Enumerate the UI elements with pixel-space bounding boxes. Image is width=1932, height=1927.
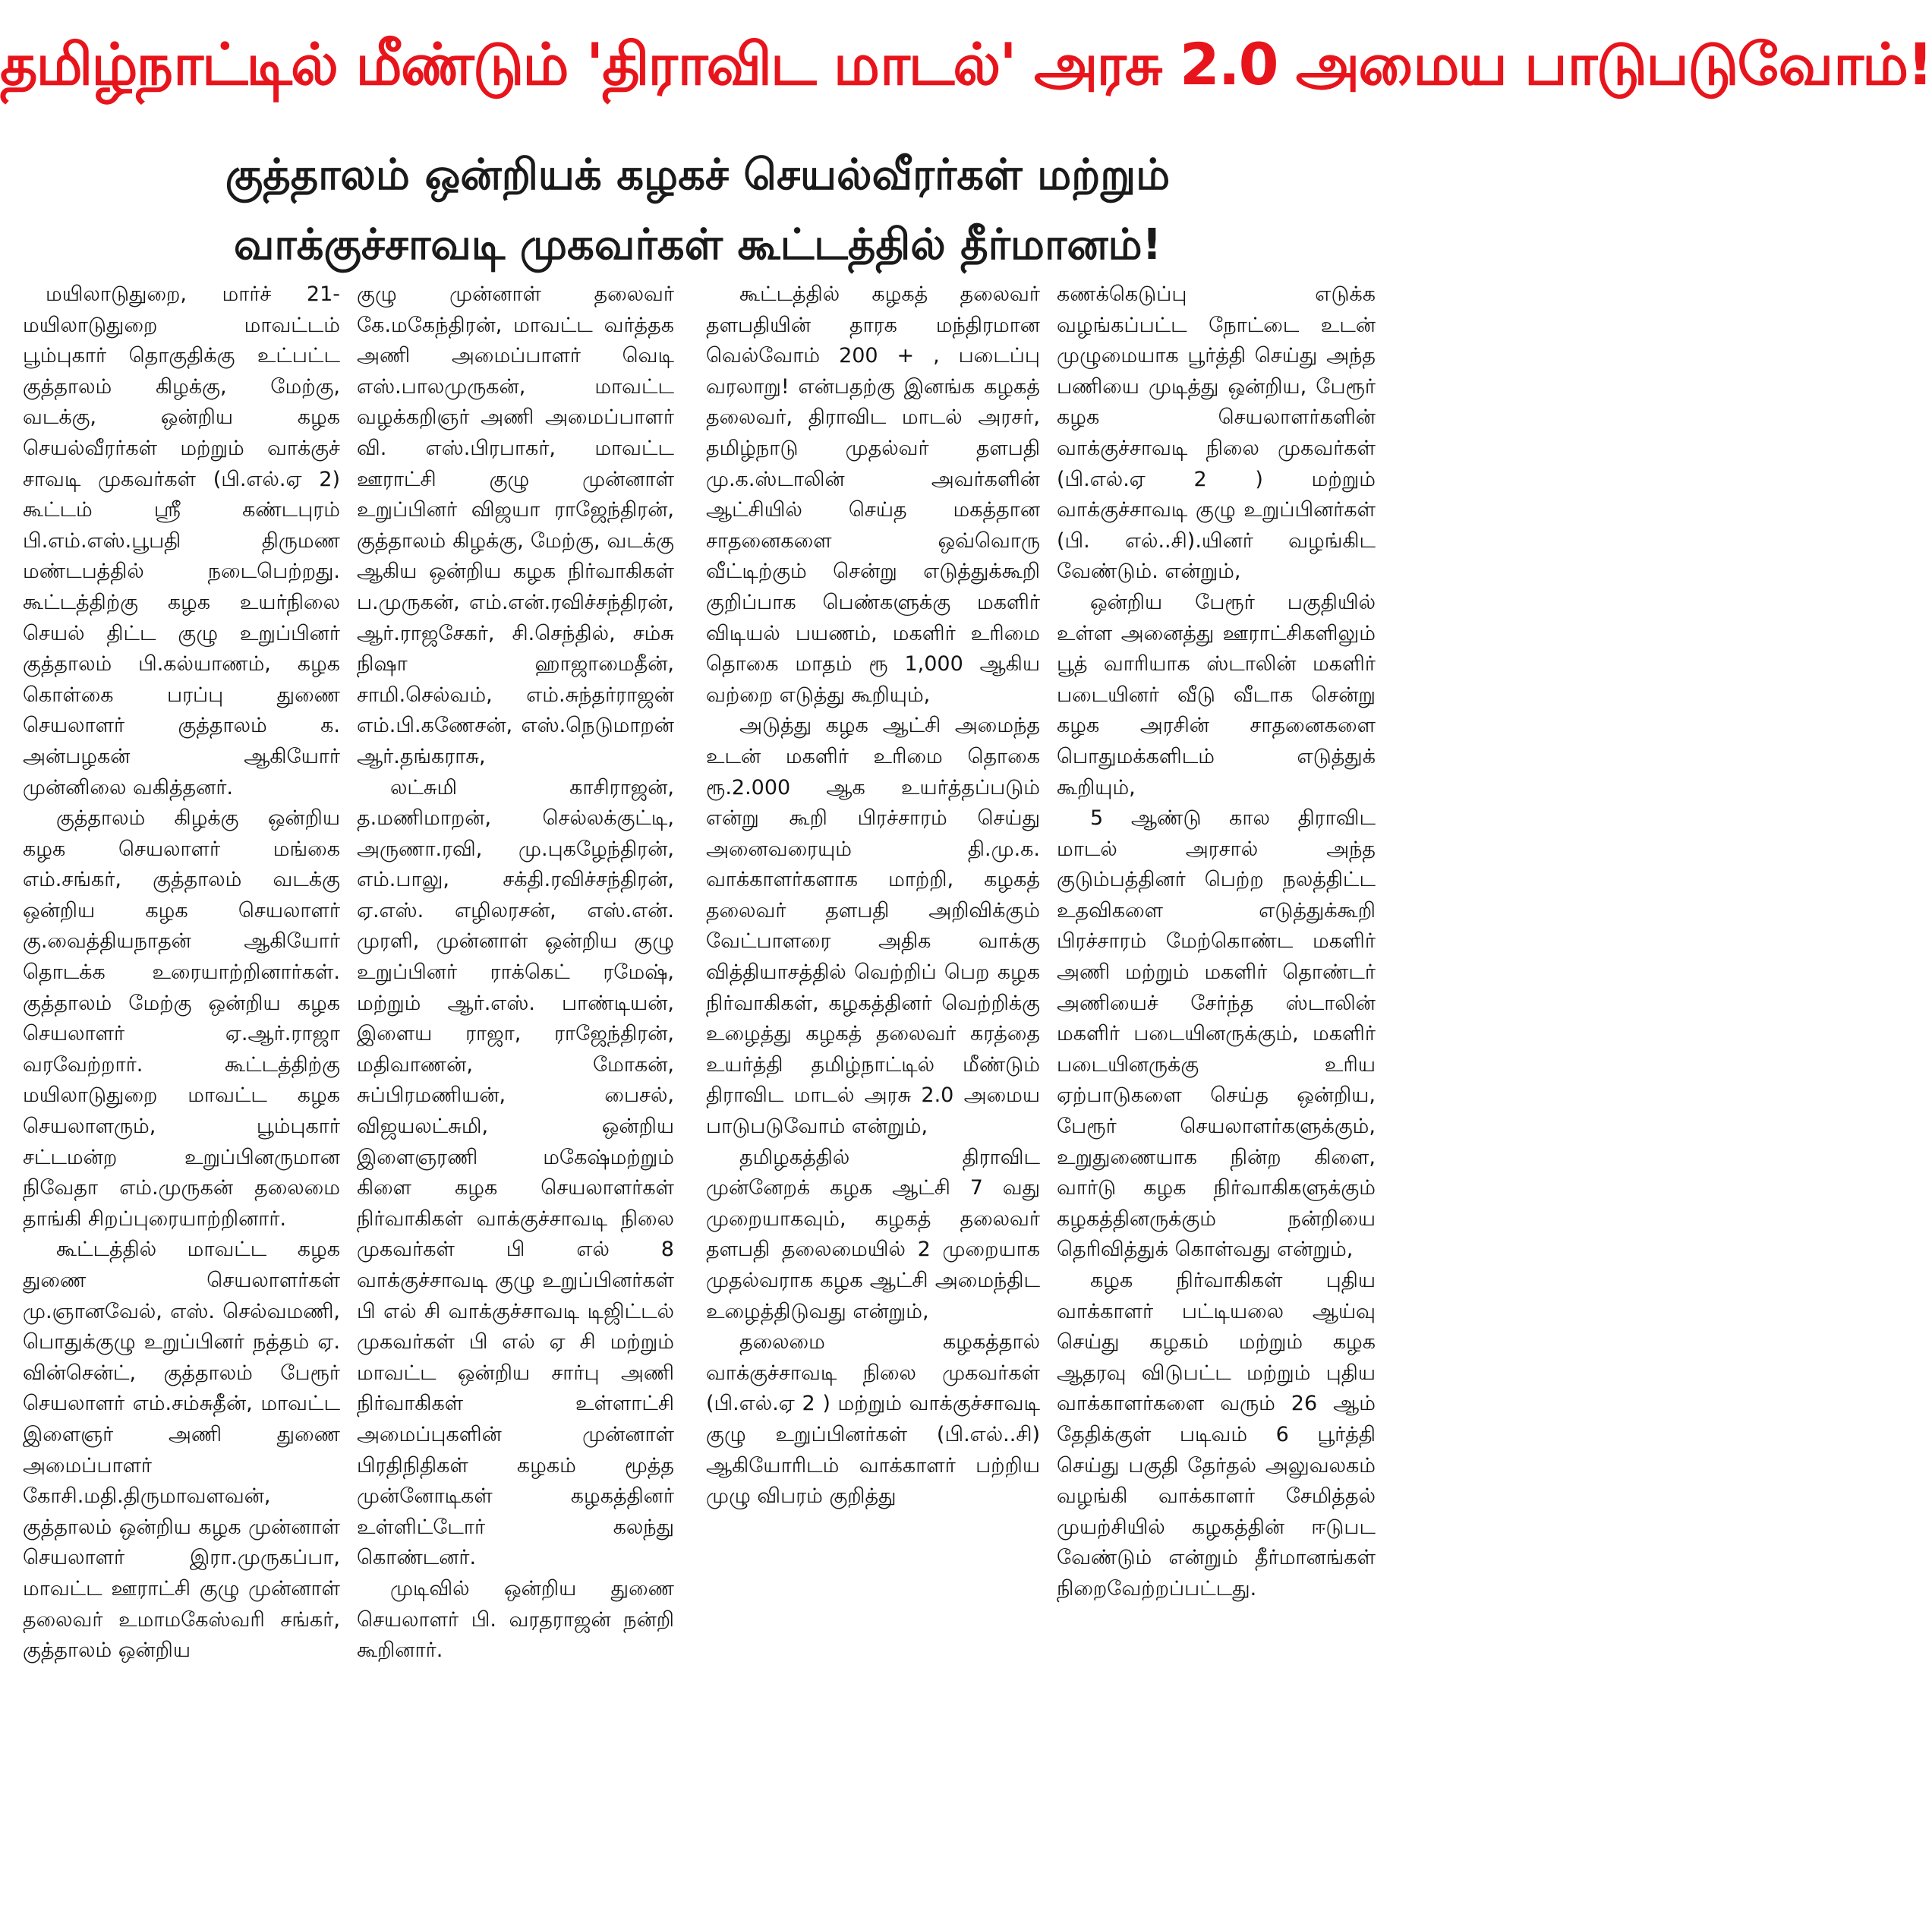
paragraph: குழு முன்னாள் தலைவர் கே.மகேந்திரன், மாவட்ட வர்த்தக அணி அமைப்பாளர் வெடி எஸ்.பாலமுருகன், மாவட்ட வழக்கறிஞர் அணி அமைப்பாளர் வி. எஸ்.பிரபாகர், மாவட்ட ஊராட்சி குழு முன்னாள் உறுப்பினர் விஜயா ராஜேந்திரன், குத்தாலம் கிழக்கு, மேற்கு, வடக்கு ஆகிய ஒன்றிய கழக நிர்வாகிகள் ப.முருகன், எம்.என்.ரவிச்சந்திரன், ஆர்.ராஜசேகர், சி.செந்தில், சம்சு நிஷா ஹாஜாமைதீன், சாமி.செல்வம், எம்.சுந்தர்ராஜன் எம்.பி.கணேசன், எஸ்.நெடுமாறன் ஆர்.தங்கராசு, [357,282,674,768]
paragraph: முடிவில் ஒன்றிய துணை செயலாளர் பி. வரதராஜன் நன்றி கூறினார். [357,1576,674,1663]
paragraph: மயிலாடுதுறை, மார்ச் 21- மயிலாடுதுறை மாவட்டம் பூம்புகார் தொகுதிக்கு உட்பட்ட குத்தாலம் கிழக்கு, மேற்கு, வடக்கு, ஒன்றிய கழக செயல்வீரர்கள் மற்றும் வாக்குச் சாவடி முகவர்கள் (பி.எல்.ஏ 2) கூட்டம் ஸ்ரீ கண்டபுரம் பி.எம்.எஸ்.பூபதி திருமண மண்டபத்தில் நடைபெற்றது. கூட்டத்திற்கு கழக உயர்நிலை செயல் திட்ட குழு உறுப்பினர் குத்தாலம் பி.கல்யாணம், கழக கொள்கை பரப்பு துணை செயலாளர் குத்தாலம் க. அன்பழகன் ஆகியோர் முன்னிலை வகித்தனர். [23,282,340,800]
subheadline [30,140,1365,280]
paragraph: கழக நிர்வாகிகள் புதிய வாக்காளர் பட்டியலை ஆய்வு செய்து கழகம் மற்றும் கழக ஆதரவு விடுபட்ட மற்றும் புதிய வாக்காளர்களை வரும் 26 ஆம் தேதிக்குள் படிவம் 6 பூர்த்தி செய்து பகுதி தேர்தல் அலுவலகம் வழங்கி வாக்காளர் சேமித்தல் முயற்சியில் கழகத்தின் ஈடுபட வேண்டும் என்றும் தீர்மானங்கள் நிறைவேற்றப்பட்டது. [1057,1269,1376,1601]
subheadline-line-2: வாக்குச்சாவடி முகவர்கள் கூட்டத்தில் தீர்மானம்! [233,220,1162,270]
article-column-2 [357,279,674,1921]
headline: தமிழ்நாட்டில் மீண்டும் 'திராவிட மாடல்' அரசு 2.0 அமைய பாடுபடுவோம்! [0,30,1932,98]
paragraph: கணக்கெடுப்பு எடுக்க வழங்கப்பட்ட நோட்டை உடன் முழுமையாக பூர்த்தி செய்து அந்த பணியை முடித்து ஒன்றிய, பேரூர் கழக செயலாளர்களின் வாக்குச்சாவடி நிலை முகவர்கள் (பி.எல்.ஏ 2 ) மற்றும் வாக்குச்சாவடி குழு உறுப்பினர்கள் (பி. எல்..சி).யினர் வழங்கிட வேண்டும். என்றும், [1057,282,1376,584]
paragraph: தமிழகத்தில் திராவிட முன்னேறக் கழக ஆட்சி 7 வது முறையாகவும், கழகத் தலைவர் தளபதி தலைமையில் 2 முறையாக முதல்வராக கழக ஆட்சி அமைந்திட உழைத்திடுவது என்றும், [706,1145,1040,1323]
paragraph: தலைமை கழகத்தால் வாக்குச்சாவடி நிலை முகவர்கள் (பி.எல்.ஏ 2 ) மற்றும் வாக்குச்சாவடி குழு உறுப்பினர்கள் (பி.எல்..சி) ஆகியோரிடம் வாக்காளர் பற்றிய முழு விபரம் குறித்து [706,1330,1040,1509]
paragraph: அடுத்து கழக ஆட்சி அமைந்த உடன் மகளிர் உரிமை தொகை ரூ.2.000 ஆக உயர்த்தப்படும் என்று கூறி பிரச்சாரம் செய்து அனைவரையும் தி.மு.க. வாக்காளர்களாக மாற்றி, கழகத் தலைவர் தளபதி அறிவிக்கும் வேட்பாளரை அதிக வாக்கு வித்தியாசத்தில் வெற்றிப் பெற கழக நிர்வாகிகள், கழகத்தினர் வெற்றிக்கு உழைத்து கழகத் தலைவர் கரத்தை உயர்த்தி தமிழ்நாட்டில் மீண்டும் திராவிட மாடல் அரசு 2.0 அமைய பாடுபடுவோம் என்றும், [706,714,1040,1139]
paragraph: லட்சுமி காசிராஜன், த.மணிமாறன், செல்லக்குட்டி, அருணா.ரவி, மு.புகழேந்திரன், எம்.பாலு, சக்தி.ரவிச்சந்திரன், ஏ.எஸ். எழிலரசன், எஸ்.என். முரளி, முன்னாள் ஒன்றிய குழு உறுப்பினர் ராக்கெட் ரமேஷ், மற்றும் ஆர்.எஸ். பாண்டியன், இளைய ராஜா, ராஜேந்திரன், மதிவாணன், மோகன், சுப்பிரமணியன், பைசல், விஜயலட்சுமி, ஒன்றிய இளைஞரணி மகேஷ்மற்றும் கிளை கழக செயலாளர்கள் நிர்வாகிகள் வாக்குச்சாவடி நிலை முகவர்கள் பி எல் 8 வாக்குச்சாவடி குழு உறுப்பினர்கள் பி எல் சி வாக்குச்சாவடி டிஜிட்டல் முகவர்கள் பி எல் ஏ சி மற்றும் மாவட்ட ஒன்றிய சார்பு அணி நிர்வாகிகள் உள்ளாட்சி அமைப்புகளின் முன்னாள் பிரதிநிதிகள் கழகம் மூத்த முன்னோடிகள் கழகத்தினர் உள்ளிட்டோர் கலந்து கொண்டனர். [357,775,674,1570]
paragraph: கூட்டத்தில் கழகத் தலைவர் தளபதியின் தாரக மந்திரமான வெல்வோம் 200 + , படைப்பு வரலாறு! என்பதற்கு இனங்க கழகத் தலைவர், திராவிட மாடல் அரசர், தமிழ்நாடு முதல்வர் தளபதி மு.க.ஸ்டாலின் அவர்களின் ஆட்சியில் செய்த மகத்தான சாதனைகளை ஒவ்வொரு வீட்டிற்கும் சென்று எடுத்துக்கூறி குறிப்பாக பெண்களுக்கு மகளிர் விடியல் பயணம், மகளிர் உரிமை தொகை மாதம் ரூ 1,000 ஆகிய வற்றை எடுத்து கூறியும், [706,282,1040,707]
paragraph: ஒன்றிய பேரூர் பகுதியில் உள்ள அனைத்து ஊராட்சிகளிலும் பூத் வாரியாக ஸ்டாலின் மகளிர் படையினர் வீடு வீடாக சென்று கழக அரசின் சாதனைகளை பொதுமக்களிடம் எடுத்துக் கூறியும், [1057,590,1376,800]
subheadline-line-1: குத்தாலம் ஒன்றியக் கழகச் செயல்வீரர்கள் மற்றும் [225,150,1171,200]
paragraph: 5 ஆண்டு கால திராவிட மாடல் அரசால் அந்த குடும்பத்தினர் பெற்ற நலத்திட்ட உதவிகளை எடுத்துக்கூறி பிரச்சாரம் மேற்கொண்ட மகளிர் அணி மற்றும் மகளிர் தொண்டர் அணியைச் சேர்ந்த ஸ்டாலின் மகளிர் படையினருக்கும், மகளிர் படையினருக்கு உரிய ஏற்பாடுகளை செய்த ஒன்றிய, பேரூர் செயலாளர்களுக்கும், உறுதுணையாக நின்ற கிளை, வார்டு கழக நிர்வாகிகளுக்கும் கழகத்தினருக்கும் நன்றியை தெரிவித்துக் கொள்வது என்றும், [1057,806,1376,1262]
article-column-3 [706,279,1040,1921]
article-column-1 [23,279,340,1921]
paragraph: குத்தாலம் கிழக்கு ஒன்றிய கழக செயலாளர் மங்கை எம்.சங்கர், குத்தாலம் வடக்கு ஒன்றிய கழக செயலாளர் கு.வைத்தியநாதன் ஆகியோர் தொடக்க உரையாற்றினார்கள். குத்தாலம் மேற்கு ஒன்றிய கழக செயலாளர் ஏ.ஆர்.ராஜா வரவேற்றார். கூட்டத்திற்கு மயிலாடுதுறை மாவட்ட கழக செயலாளரும், பூம்புகார் சட்டமன்ற உறுப்பினருமான நிவேதா எம்.முருகன் தலைமை தாங்கி சிறப்புரையாற்றினார். [23,806,340,1231]
article-column-4 [1057,279,1376,1921]
paragraph: கூட்டத்தில் மாவட்ட கழக துணை செயலாளர்கள் மு.ஞானவேல், எஸ். செல்வமணி, பொதுக்குழு உறுப்பினர் நத்தம் ஏ. வின்சென்ட், குத்தாலம் பேரூர் செயலாளர் எம்.சம்சுதீன், மாவட்ட இளைஞர் அணி துணை அமைப்பாளர் கோசி.மதி.திருமாவளவன், குத்தாலம் ஒன்றிய கழக முன்னாள் செயலாளர் இரா.முருகப்பா, மாவட்ட ஊராட்சி குழு முன்னாள் தலைவர் உமாமகேஸ்வரி சங்கர், குத்தாலம் ஒன்றிய [23,1238,340,1663]
